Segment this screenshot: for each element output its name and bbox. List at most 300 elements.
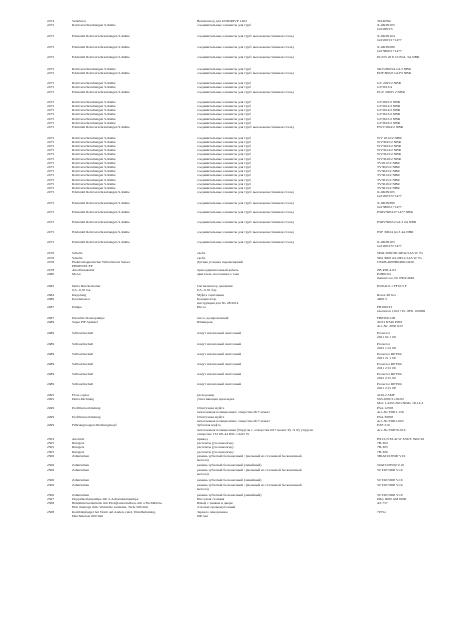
article-code: GV3614/2 NBR [377,108,401,112]
german-description: Rohrverschraubungen S-Reihe [72,117,116,121]
item-number: 2506 [47,454,55,458]
article-code: 40 03 8/349 P003 [377,320,403,324]
russian-description: хомут шланговый ленточный [197,362,242,366]
item-number: 2475 [47,34,55,38]
article-code: TV3025/2 NBR [377,165,400,169]
article-code: X-ORIN105 [377,240,395,244]
german-description: Flow-captor [72,393,90,397]
item-number: 2475 [47,85,55,89]
item-number: 2489 [47,342,55,346]
item-number: 2503 [47,437,55,441]
item-number: 2499 [47,415,55,419]
article-code: FB180133 [377,305,392,309]
german-description: Zahnriemen [72,478,90,482]
article-code: ESF 30024 GL3 4A NBR [377,230,414,234]
item-number: 2475 [47,230,55,234]
article-code: X-ORIN104 [377,34,395,38]
german-description: Edelstahl Rohrverschraubungen S-Reihe [72,125,130,129]
russian-description: соединительные элементы для труб [197,178,251,182]
german-description: Edelstahl Rohrverschraubungen S-Reihe [72,230,130,234]
german-description: Rohrverschraubungen S-Reihe [72,121,116,125]
russian-description: соединительные элементы для труб [197,148,251,152]
german-description: Rohrverschraubungen S-Reihe [72,85,116,89]
article-code: TV3613/2 NBR [377,186,400,190]
german-description: Rohrverschraubungen S-Reihe [72,144,116,148]
german-description: Elektromagnetischer Wirbelstrom Sensor [72,260,131,264]
russian-description: 4 полки/ промежуточный [197,505,236,509]
article-code: 3014659a [377,19,391,23]
article-code: GO'2003/5 [377,27,393,32]
german-description: Rohrverschraubungen S-Reihe [72,178,116,182]
item-number: 2505 [47,450,55,454]
item-number: 2475 [47,240,55,244]
item-number: 2506 [47,468,55,472]
article-code: Protector RPTSK [377,372,402,376]
russian-description: соединительные элементы для труб [197,85,251,89]
russian-description: хомут шланговый ленточный [197,331,242,335]
article-code: 50 T20/5000 V.16 [377,483,403,487]
german-description: Dutchmesser 600 mm [72,514,104,518]
russian-description: металл) [197,487,209,491]
item-number: 2475 [47,104,55,108]
item-number: 2484 [47,293,55,297]
german-description: Schelle [72,256,83,260]
item-number: 2475 [47,117,55,121]
german-description: Rohrverschraubungen S-Reihe [72,104,116,108]
german-description: Zahnriemen [72,493,90,497]
item-number: 2475 [47,67,55,71]
item-number: 2475 [47,125,55,129]
item-number: 2506 [47,463,55,467]
article-code: manual zoo Nr 0304/4649 [377,276,415,281]
item-number: 2475 [47,173,55,177]
article-code: ESRV3604/2+1477 NBR [377,210,413,214]
item-number: 2487 [47,316,55,320]
german-description: PHOENIX EP [72,264,93,268]
russian-description: 0,5...0,35 бар [197,288,217,292]
article-code: Rotex 48 GG [377,293,396,297]
article-code: TV3614/2 NBR [377,173,400,177]
article-code: Art.-Nr. 20501107 [377,324,404,329]
item-number: 2499 [47,423,55,427]
article-code: Protector [377,331,391,335]
russian-description: соединительные элементы для труб [197,112,251,116]
german-description: Rohrverschraubungen S-Reihe [72,148,116,152]
item-number: 2489 [47,320,55,324]
russian-description: Отштучная муфта [197,406,225,410]
german-description: Rohrverschraubungen S-Reihe [72,186,116,190]
article-code: ZB-PIJL4-03 [377,268,396,272]
article-code: EGVN 20 P 10 EGL 3A NBR [377,55,420,59]
russian-description: соединительные элементы для труб [197,117,251,121]
item-number: 2506 [47,493,55,497]
article-code: SPAL3000 PP-DP42,5AS W 7G [377,251,424,255]
article-code: WV3614/2 NBR [377,148,401,152]
item-number: 2487 [47,305,55,309]
item-number: 2475 [47,161,55,165]
item-number: 2475 [47,182,55,186]
russian-description: соединительные элементы для труб [197,186,251,190]
russian-description: печатающая позиционная: отверстие Ø17 может [197,410,270,414]
german-description: Schelle [72,251,83,255]
item-number: 2476 [47,251,55,255]
item-number: 2475 [47,136,55,140]
article-code: Art.-Nr.33001-156 [377,410,404,414]
german-description: Rohrverschraubungen S-Reihe [72,161,116,165]
article-code: Art.-Nr.33001-005 [377,419,404,423]
russian-description: отверстие 132 Ø5-44 Ø5С с4415 W [197,432,250,436]
russian-description: соединительные элементы для труб/ высококачественная сталь) [197,190,294,194]
german-description: Edelstahl Rohrverschraubungen S-Reihe [72,45,130,49]
article-code: Protector RPTSK [377,382,402,386]
item-number: 2475 [47,157,55,161]
russian-description: соединительные элементы для труб/ высококачественная сталь) [197,90,294,94]
article-code: 2021 2 01 09 [377,366,396,371]
item-number: 2475 [47,112,55,116]
item-number: 2475 [47,55,55,59]
item-number: 2475 [47,90,55,94]
item-number: 2489 [47,382,55,386]
german-description: Rohrverschraubungen S-Reihe [72,136,116,140]
article-code: TV3615/2 NBR [377,178,400,182]
russian-description: соединительные элементы для труб/ высококачественная сталь) [197,71,294,75]
article-code: 7B-304 [377,441,388,445]
german-description: Rohrverschraubungen S-Reihe [72,169,116,173]
article-code: 2021 2 01 08 [377,386,396,391]
russian-description: Насосная станция [197,497,225,501]
russian-description: хомут шланговый ленточный [197,382,242,386]
russian-description: соединительные элементы для труб/ высококачественная сталь) [197,125,294,129]
german-description: Rohrverschraubungen S-Reihe [72,81,116,85]
article-code: 50AT10/8500 V.16 [377,463,404,467]
item-number: 2475 [47,71,55,75]
russian-description: ремень зубчатый бесконечный / (мельный из сталенной бесконечный [197,483,302,487]
german-description: Delta-Dichtung [72,397,95,401]
russian-description: соединительные элементы для труб [197,121,251,125]
russian-description: соединительные элементы для труб [197,108,251,112]
german-description: Edelstahl Rohrverschraubungen S-Reihe [72,34,130,38]
russian-description: металл) [197,472,209,476]
russian-description: Вентилятор для UNIDRIVE 1462 [197,19,247,23]
article-code: 2021 21 1 09 [377,356,396,361]
article-code: X-ORIN105 [377,190,395,194]
item-number: 2508 [47,501,55,505]
german-description: Edelstahl Rohrverschraubungen S-Reihe [72,55,130,59]
russian-description: Шпиндель [197,320,214,324]
russian-description: Муфта сцепления [197,293,224,297]
article-code: EGV 20025 2 NBR [377,90,405,94]
russian-description: скоба [197,256,206,260]
russian-description: соединительные элементы для труб [197,81,251,85]
russian-description: печатающая позиционная (Упругая с. отверстие Ø17 может Ру 11 Ру упругая [197,428,313,432]
article-code: GV3616/2 NBR [377,121,401,125]
german-description: Beleihmetweiterhebe mit Pirolglanzscheiben, mit a Fuchliblöte, [72,501,163,505]
article-code: X-ORIN280 [377,45,395,49]
article-code: WV3025/2 NBR [377,140,401,144]
item-number: 2489 [47,331,55,335]
german-description: Rohrverschraubungen S-Reihe [72,182,116,186]
russian-description: печатающая позиционная: отверстие Ø17 может [197,419,270,423]
russian-description: Насос [197,305,207,309]
russian-description: соединительные элементы для труб/ высококачественная сталь) [197,55,294,59]
russian-description: ремень зубчатый бесконечный (линейный) [197,493,262,497]
german-description: Schlauchschell [72,362,94,366]
german-description: Schlauchschell [72,382,94,386]
article-code: ESRV3602/2 GL3 2A NBR [377,220,417,224]
german-description: Rohrverschraubungen S-Reihe [72,67,116,71]
article-code: WV3023/2 NBR [377,144,401,148]
item-number: 2476 [47,256,55,260]
german-description: Rohrverschraubungen S-Reihe [72,23,116,27]
item-number: 2505 [47,445,55,449]
article-code: S95.2000 5.102/02 [377,397,404,401]
article-code: 50 T20/5000 V.16 [377,493,403,497]
russian-description: расплаты (уп.скакалгер) [197,450,234,454]
russian-description: соединительные элементы для труб/ высококачественная сталь) [197,34,294,38]
article-code: WV 2012/2 NBR [377,136,402,140]
item-number: 2506 [47,478,55,482]
article-code: GO'3806/1+1477 [377,49,402,54]
article-code: Art.-Nr.330076-016 [377,428,406,432]
german-description: Petonille Dosierpumpe [72,316,105,320]
article-code: GO'2003/5+1477 [377,194,402,199]
article-code: TV3023/2 NBR [377,169,400,173]
russian-description: Зеркало панорамное [197,510,228,514]
russian-description: ремень зубчатый бесконечный (линейный) [197,478,262,482]
article-code: 50 T20/5000 V.16 [377,468,403,472]
german-description: Delta Druckschalter [72,284,101,288]
german-description: Rohrverschraubungen S-Reihe [72,100,116,104]
article-code: GV3012/2 NBR [377,104,401,108]
article-code: 7975a [377,510,386,514]
german-description: Edelstahl Rohrverschraubungen S-Reihe [72,210,130,214]
german-description: Kondensator [72,297,91,301]
german-description: Rutsgets [72,450,85,454]
item-number: 2495 [47,397,55,401]
russian-description: присоединительный кабель [197,268,239,272]
item-number: 2475 [47,201,55,205]
german-description: Anschlusskabel [72,268,95,272]
article-code: X-ORIN280 [377,201,395,205]
russian-description: соединительные элементы для труб/ высококачественная сталь) [197,45,294,49]
article-code: GO'2003/5+1477 [377,244,402,249]
german-description: Schlauchschell [72,342,94,346]
russian-description: привод [197,437,208,441]
german-description: Rohrverschraubungen S-Reihe [72,157,116,161]
article-code: X-ORIN105 [377,23,395,27]
item-number: 2475 [47,148,55,152]
german-description: Rohrverschraubungen S-Reihe [72,152,116,156]
russian-description: соединительные элементы для труб [197,23,251,27]
russian-description: 600 мм [197,514,208,518]
item-number: 2475 [47,178,55,182]
german-description: Schlauchschell [72,352,94,356]
german-description: Edelstahl Rohrverschraubungen S-Reihe [72,90,130,94]
article-code: 50 T20/5000 V.16 [377,478,403,482]
item-number: 2475 [47,100,55,104]
german-description: Zahnriemen [72,463,90,467]
russian-description: металл) [197,458,209,462]
russian-description: расплаты (уп.скакалгер) [197,441,234,445]
item-number: 2475 [47,23,55,27]
article-code: 2022 2 01 00 [377,376,396,381]
item-number: 2475 [47,190,55,194]
russian-description: соединительные элементы для труб [197,157,251,161]
article-code: GV3615/2 NBR [377,117,401,121]
item-number: 2475 [47,152,55,156]
russian-description: соединительные элементы для труб [197,182,251,186]
german-description: Rutsgets [72,441,85,445]
article-code: GO'3806/1+1477 [377,205,402,210]
article-code: WV3616/2 NBR [377,157,401,161]
german-description: Kupplung [72,293,87,297]
german-description: Motor [72,272,81,276]
article-code: AS 757 [377,501,388,505]
russian-description: Отштучная муфта [197,415,225,419]
article-code: H.0042 0.1 FF10.5 F [377,284,407,288]
russian-description: соединительные элементы для труб [197,100,251,104]
russian-description: соединительные элементы для труб [197,67,251,71]
item-number: 2507 [47,497,55,501]
russian-description: соединительные элементы для труб/ высококачественная сталь) [197,220,294,224]
article-code: DKy 4000 AM 6000 [377,497,407,501]
article-code: Protector RPTSK [377,362,402,366]
german-description: Profilleuverbindung [72,406,101,410]
article-code: 4120.2 SMF [377,393,395,397]
article-code: CEKB-4000B0406CODU [377,260,415,264]
german-description: Super HF-Spindel [72,320,98,324]
item-number: 2489 [47,362,55,366]
german-description: Edelstahl Rohrverschraubungen S-Reihe [72,201,130,205]
russian-description: соединительные элементы для труб [197,144,251,148]
german-description: 0,5...0,35 bar [72,288,91,292]
article-code: GV3613/2 NBR [377,112,401,116]
article-code: HT2113 83.42 W 3N6 E 3902 92 [377,437,425,441]
russian-description: соединительные элементы для труб/ высококачественная сталь) [197,230,294,234]
german-description: Rohrverschraubungen S-Reihe [72,140,116,144]
item-number: 2489 [47,352,55,356]
item-number: 2475 [47,186,55,190]
article-code: WV3615/2 NBR [377,152,401,156]
item-number: 2474 [47,19,55,23]
article-code: 7B-306 [377,450,388,454]
russian-description: двигатель постоянного тока [197,272,240,276]
german-description: Zahnriemen [72,483,90,487]
german-description: Profilleuverbindung [72,415,101,419]
russian-description: Конденсатор [197,297,217,301]
item-number: 2486 [47,297,55,301]
article-code: Protector [377,342,391,346]
article-code: GV3025/2 NBR [377,100,401,104]
item-number: 2475 [47,81,55,85]
article-code: GO'2003/1+1477 [377,38,402,43]
article-code: EZE 210 [377,423,390,427]
russian-description: соединительные элементы для труб [197,152,251,156]
item-number: 2505 [47,441,55,445]
article-code: PSA 30058 [377,415,394,419]
article-code: 7B-305 [377,445,388,449]
item-number: 2499 [47,406,55,410]
russian-description: соединительные элементы для труб [197,140,251,144]
article-code: TV3616/2 NBR [377,182,400,186]
russian-description: расплаты (уп.скакалгер) [197,445,234,449]
russian-description: хомут шланговый ленточный [197,372,242,376]
article-code: GV3013/4 [377,85,392,89]
item-number: 2506 [47,483,55,487]
item-number: 2495 [47,393,55,397]
russian-description: скоба [197,251,206,255]
item-number: 2489 [47,372,55,376]
russian-description: Зубчатая муфта [197,423,221,427]
article-code: Mat: 1.4435 Z0CrNiMo 18-14-3 [377,401,424,406]
german-description: Edelstahl Rohrverschraubungen S-Reihe [72,220,130,224]
russian-description: насос-дозировочный [197,316,229,320]
german-description: Edelstahl Rohrverschraubungen S-Reihe [72,240,130,244]
article-code: 380AT10/8500 V16 [377,454,406,458]
russian-description: соединительные элементы для труб [197,173,251,177]
article-code: FBP300-108 [377,316,396,320]
german-description: Zahnriemen [72,468,90,472]
item-number: 2475 [47,210,55,214]
item-number: 2475 [47,169,55,173]
russian-description: соединительные элементы для труб [197,161,251,165]
german-description: Ventilator [72,19,86,23]
german-description: Rohrverschraubungen S-Reihe [72,112,116,116]
german-description: Schlauchschell [72,372,94,376]
article-code: EDF 80025 GLF3 NBR [377,71,411,75]
german-description: Edelstahl Rohrverschraubungen S-Reihe [72,190,130,194]
german-description: Kombikpfsegel bei Nomt auf Anden, rund, Wandhaltening, [72,510,156,514]
german-description: Holt mentage mm, Walrüche zauladen, Tiefe 500 mm [72,505,148,509]
article-code: P2800/04 [377,272,391,276]
russian-description: соединительные элементы для труб [197,136,251,140]
russian-description: соединительные элементы для труб [197,165,251,169]
item-number: 2475 [47,45,55,49]
russian-description: ремень зубчатый бесконечный (линейный) [197,463,262,467]
german-description: Rohrverschraubungen S-Reihe [72,108,116,112]
russian-description: ремень зубчатый бесконечный / (мельный из сталенной бесконечный [197,468,302,472]
german-description: Edelstahl Rohrverschraubungen S-Reihe [72,71,130,75]
article-code: EWV3024/2 NBR [377,125,404,129]
item-number: 2508 [47,510,55,514]
german-description: Schlauchschell [72,331,94,335]
russian-description: соединительные элементы для труб/ высококачественная сталь) [197,240,294,244]
russian-description: соединительные элементы для труб/ высококачественная сталь) [197,210,294,214]
item-number: 2480 [47,272,55,276]
article-code: SPA 3000 AS-DP12,5AS W 7G [377,256,422,260]
russian-description: Сигнализатор давления [197,284,233,288]
russian-description: Датчик угловых перемещений [197,260,243,264]
russian-description: расходомер [197,393,215,397]
item-number: 2475 [47,140,55,144]
german-description: Doppelkolbenpumpe mit 2-Achsenkennpumpe [72,497,139,501]
article-code: 2021 02 1 09 [377,335,396,340]
russian-description: Шкаф с замком и двери [197,501,233,505]
item-number: 2475 [47,108,55,112]
article-code: PSA 12358 [377,406,394,410]
russian-description: хомут шланговый ленточный [197,352,242,356]
german-description: Rutsgets [72,445,85,449]
russian-description: соединительные элементы для труб/ высококачественная сталь) [197,201,294,205]
russian-description: соединительные элементы для труб [197,104,251,108]
article-code: Protector RPTSK [377,352,402,356]
item-number: 2475 [47,220,55,224]
article-code: 2022 1 01 08 [377,346,396,351]
article-code: execution 1104 7 Pr- PH1 100669 [377,309,426,314]
german-description: Anstrich [72,437,85,441]
item-number: 2475 [47,165,55,169]
article-code: GV 2025/2 NBR [377,81,401,85]
